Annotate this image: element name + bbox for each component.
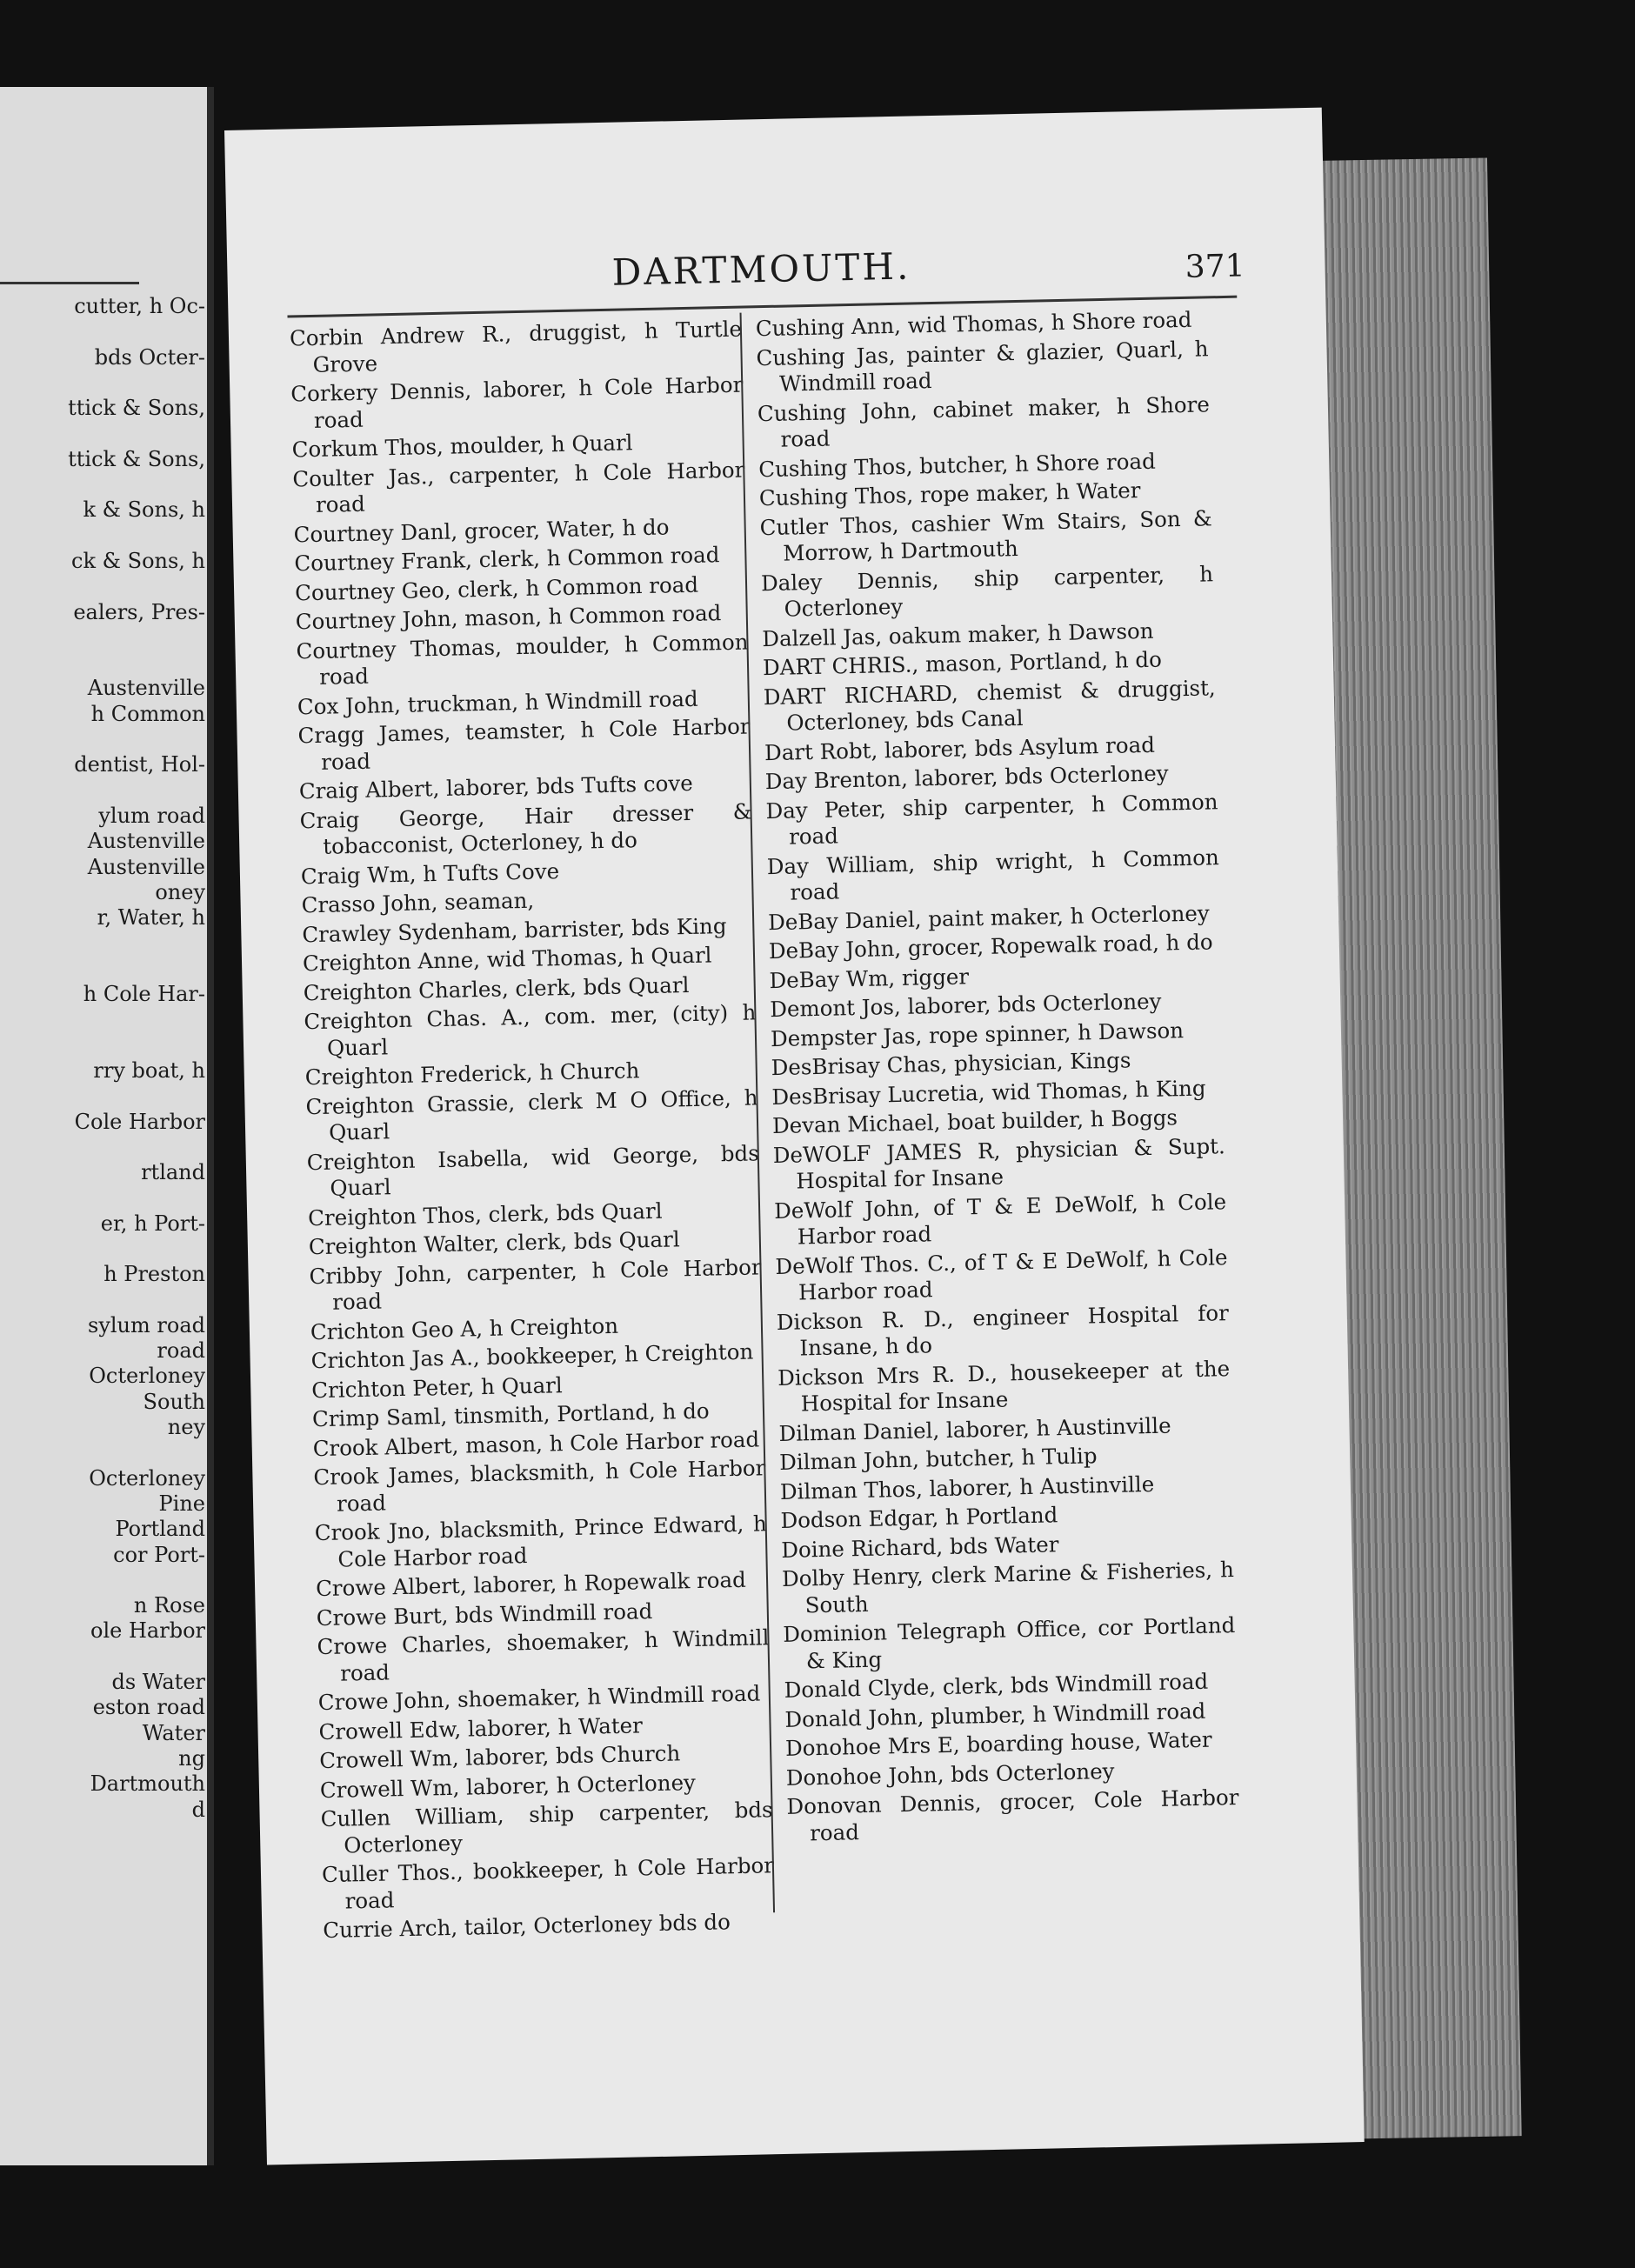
directory-entry: Courtney Geo, clerk, h Common road [294, 571, 699, 605]
directory-entry: Cushing Jas, painter & glazier, Quarl, h Windmill road [756, 335, 1209, 397]
previous-page-line: Austenville [87, 854, 205, 879]
directory-entry: Donovan Dennis, grocer, Cole Harbor road [786, 1784, 1239, 1845]
previous-page-line: rtland [141, 1160, 205, 1185]
directory-entry: Donald John, plumber, h Windmill road [784, 1698, 1206, 1732]
left-column [290, 317, 776, 1947]
previous-page-line [0, 1135, 205, 1160]
previous-page-line: ylum road [98, 803, 205, 828]
directory-entry: Dickson Mrs R. D., housekeeper at the Hospital for Insane [777, 1355, 1231, 1417]
directory-entry: Crasso John, seaman, [301, 887, 535, 918]
previous-page-line: ney [167, 1415, 205, 1440]
directory-entry: Corkery Dennis, laborer, h Cole Harbor road [290, 371, 744, 433]
directory-entry: Dalzell Jas, oakum maker, h Dawson [762, 617, 1154, 651]
directory-entry: Corbin Andrew R., druggist, h Turtle Grove [289, 316, 743, 377]
directory-entry: DeBay Daniel, paint maker, h Octerloney [767, 899, 1210, 935]
directory-entry: Crowell Wm, laborer, bds Church [318, 1740, 681, 1774]
previous-page-line [0, 727, 205, 752]
directory-entry: DesBrisay Lucretia, wid Thomas, h King [771, 1075, 1206, 1110]
directory-entry: Cullen William, ship carpenter, bds Octerloney [320, 1797, 773, 1858]
directory-entry: Dilman Thos, laborer, h Austinville [779, 1471, 1155, 1504]
previous-page-line [0, 1007, 205, 1032]
previous-page-line: dentist, Hol- [74, 752, 205, 777]
previous-page-line: Octerloney [89, 1364, 205, 1389]
directory-entry: Demont Jos, laborer, bds Octerloney [769, 988, 1162, 1023]
directory-entry: Crowe Burt, bds Windmill road [316, 1598, 653, 1631]
directory-entry: DeWolf Thos. C., of T & E DeWolf, h Cole Harbor road [775, 1244, 1228, 1305]
directory-entry: Dempster Jas, rope spinner, h Dawson [770, 1017, 1185, 1051]
previous-page-edge [0, 87, 214, 2165]
directory-entry: Dart Robt, laborer, bds Asylum road [764, 731, 1156, 765]
previous-page-rule [0, 282, 139, 284]
previous-page-line [0, 778, 205, 804]
directory-entry: Dilman John, butcher, h Tulip [778, 1443, 1098, 1475]
directory-entry: Cushing Ann, wid Thomas, h Shore road [755, 306, 1192, 342]
directory-entry: Crook Albert, mason, h Cole Harbor road [312, 1425, 760, 1461]
directory-entry: Donohoe John, bds Octerloney [785, 1758, 1115, 1791]
directory-entry: Creighton Walter, clerk, bds Quarl [308, 1226, 680, 1260]
previous-page-line: ole Harbor [90, 1618, 205, 1644]
directory-entry: DeWolf John, of T & E DeWolf, h Cole Harbor road [773, 1188, 1227, 1250]
directory-entry: Crichton Geo A, h Creighton [310, 1312, 619, 1344]
directory-page [224, 108, 1365, 2165]
previous-page-line [0, 1288, 205, 1313]
directory-entry: Crowell Wm, laborer, h Octerloney [319, 1769, 697, 1803]
directory-entry: Crook James, blacksmith, h Cole Harbor road [313, 1455, 766, 1517]
directory-entry: Cribby John, carpenter, h Cole Harbor road [309, 1253, 762, 1315]
directory-entry: Daley Dennis, ship carpenter, h Octerloney [760, 560, 1214, 622]
directory-entry: Crichton Peter, h Quarl [311, 1371, 563, 1403]
previous-page-line: rry boat, h [93, 1057, 205, 1083]
directory-entry: Cox John, truckman, h Windmill road [297, 685, 698, 719]
previous-page-line: r, Water, h [97, 905, 205, 931]
previous-page-line [0, 1185, 205, 1211]
previous-page-line: ng [178, 1745, 205, 1771]
directory-entry: Creighton Thos, clerk, bds Quarl [307, 1197, 663, 1231]
directory-entry: Crowe Albert, laborer, h Ropewalk road [315, 1566, 747, 1602]
directory-entry: Day Brenton, laborer, bds Octerloney [764, 760, 1169, 795]
directory-entry: DeWOLF JAMES R, physician & Supt. Hospital for Insane [772, 1132, 1225, 1194]
previous-page-line: h Common [90, 701, 205, 726]
previous-page-line [0, 650, 205, 676]
previous-page-line: Octerloney [89, 1465, 205, 1491]
directory-entry: Coulter Jas., carpenter, h Cole Harbor road [292, 457, 745, 517]
previous-page-line: n Rose [133, 1593, 205, 1618]
previous-page-line [0, 1568, 205, 1593]
previous-page-line: road [157, 1338, 205, 1364]
directory-entry: Cushing Thos, rope maker, h Water [758, 477, 1141, 511]
directory-entry: Creighton Isabella, wid George, bds Quarl [306, 1139, 760, 1201]
directory-entry: Day Peter, ship carpenter, h Common road [765, 788, 1218, 850]
directory-entry: Donohoe Mrs E, boarding house, Water [784, 1726, 1212, 1761]
directory-entry: Currie Arch, tailor, Octerloney bds do [323, 1909, 731, 1944]
previous-page-line: cor Port- [113, 1542, 205, 1567]
directory-entry: Courtney Frank, clerk, h Common road [294, 542, 720, 577]
directory-entry: Craig Albert, laborer, bds Tufts cove [298, 770, 693, 804]
page-header [286, 238, 1245, 310]
previous-page-line: ck & Sons, h [71, 548, 205, 573]
directory-entry: Crowe John, shoemaker, h Windmill road [317, 1680, 761, 1716]
previous-page-line: Austenville [87, 829, 205, 854]
directory-entry: Creighton Grassie, clerk M O Office, h Quarl [305, 1084, 758, 1145]
directory-entry: Crowe Charles, shoemaker, h Windmill road [317, 1624, 770, 1686]
directory-entry: Donald Clyde, clerk, bds Windmill road [784, 1668, 1209, 1703]
previous-page-line [0, 957, 205, 982]
directory-entry: Courtney John, mason, h Common road [295, 600, 722, 635]
directory-entry: Cragg James, teamster, h Cole Harbor road [297, 713, 751, 775]
previous-page-line [0, 472, 205, 497]
directory-entry: Doine Richard, bds Water [781, 1531, 1059, 1563]
previous-page-line [0, 524, 205, 549]
directory-entry: Cushing Thos, butcher, h Shore road [757, 448, 1157, 482]
previous-page-line: ttick & Sons, [68, 396, 205, 421]
previous-page-line [0, 931, 205, 956]
previous-page-line: cutter, h Oc- [74, 294, 205, 318]
directory-entry: Cushing John, cabinet maker, h Shore road [757, 390, 1211, 452]
right-column [756, 306, 1240, 1850]
directory-entry: Courtney Danl, grocer, Water, h do [293, 513, 670, 547]
previous-page-line: Cole Harbor [74, 1109, 205, 1134]
directory-entry: Creighton Chas. A., com. mer, (city) h Quarl [304, 999, 757, 1061]
directory-entry: Devan Michael, boat builder, h Boggs [771, 1104, 1178, 1139]
directory-entry: Crowell Edw, laborer, h Water [318, 1711, 644, 1744]
page-number: 371 [1185, 248, 1245, 285]
directory-entry: Courtney Thomas, moulder, h Common road [296, 629, 749, 690]
previous-page-line [0, 1440, 205, 1465]
directory-entry: Culler Thos., bookkeeper, h Cole Harbor road [321, 1852, 775, 1914]
directory-entry: Crook Jno, blacksmith, Prince Edward, h Cole Harbor road [314, 1511, 767, 1572]
previous-page-line [0, 1644, 205, 1670]
previous-page-line: h Cole Har- [83, 982, 205, 1007]
previous-page-line: bds Octer- [94, 344, 205, 370]
previous-page-line: eston road [92, 1695, 205, 1720]
previous-page-line: South [143, 1389, 205, 1414]
previous-page-line: ttick & Sons, [68, 446, 205, 471]
directory-entry: DART CHRIS., mason, Portland, h do [762, 646, 1163, 681]
previous-page-line: sylum road [88, 1312, 205, 1337]
directory-entry: Creighton Frederick, h Church [304, 1057, 640, 1091]
directory-entry: Craig Wm, h Tufts Cove [300, 857, 560, 889]
previous-page-line [0, 1084, 205, 1109]
previous-page-line [0, 370, 205, 396]
page-title: DARTMOUTH. [611, 244, 911, 294]
directory-entry: DART RICHARD, chemist & druggist, Octerloney, bds Canal [763, 674, 1216, 736]
directory-entry: Creighton Anne, wid Thomas, h Quarl [302, 942, 712, 977]
directory-entry: DeBay John, grocer, Ropewalk road, h do [768, 929, 1213, 964]
directory-entry: Crawley Sydenham, barrister, bds King [302, 912, 727, 947]
previous-page-line [0, 319, 205, 344]
directory-entry: Day William, ship wright, h Common road [766, 844, 1220, 905]
previous-page-line: d [191, 1797, 205, 1822]
previous-page-line: Austenville [87, 676, 205, 701]
directory-entry: DeBay Wm, rigger [769, 963, 970, 993]
previous-page-line: k & Sons, h [83, 497, 205, 523]
directory-entry: Corkum Thos, moulder, h Quarl [291, 430, 633, 463]
directory-entry: Crimp Saml, tinsmith, Portland, h do [311, 1397, 710, 1432]
previous-page-line: Dartmouth [90, 1771, 205, 1797]
previous-page-line: er, h Port- [100, 1211, 205, 1236]
directory-entry: DesBrisay Chas, physician, Kings [771, 1047, 1131, 1081]
previous-page-line [0, 1033, 205, 1058]
directory-entry: Dominion Telegraph Office, cor Portland & King [783, 1612, 1236, 1673]
previous-page-line: Pine [158, 1491, 205, 1516]
directory-entry: Dolby Henry, clerk Marine & Fisheries, h South [781, 1557, 1235, 1618]
previous-page-line: ds Water [111, 1670, 205, 1695]
directory-entry: Dickson R. D., engineer Hospital for Insane, h do [776, 1299, 1230, 1361]
previous-page-line: Portland [115, 1517, 205, 1542]
previous-page-line [0, 421, 205, 446]
previous-page-line: oney [155, 879, 205, 904]
previous-page-text [0, 294, 205, 1823]
previous-page-line [0, 1237, 205, 1262]
previous-page-line [0, 625, 205, 650]
previous-page-line [0, 574, 205, 599]
directory-entry: Dilman Daniel, laborer, h Austinville [778, 1412, 1171, 1446]
directory-entry: Dodson Edgar, h Portland [780, 1502, 1058, 1533]
directory-entry: Craig George, Hair dresser & tobacconist, Octerloney, h do [299, 797, 752, 859]
directory-entry: Creighton Charles, clerk, bds Quarl [303, 971, 690, 1005]
previous-page-line: Water [142, 1720, 205, 1745]
directory-entry: Crichton Jas A., bookkeeper, h Creighton [310, 1338, 754, 1374]
previous-page-line: ealers, Pres- [73, 599, 205, 624]
previous-page-line: h Preston [103, 1262, 205, 1287]
directory-entry: Cutler Thos, cashier Wm Stairs, Son & Morrow, h Dartmouth [759, 504, 1212, 566]
